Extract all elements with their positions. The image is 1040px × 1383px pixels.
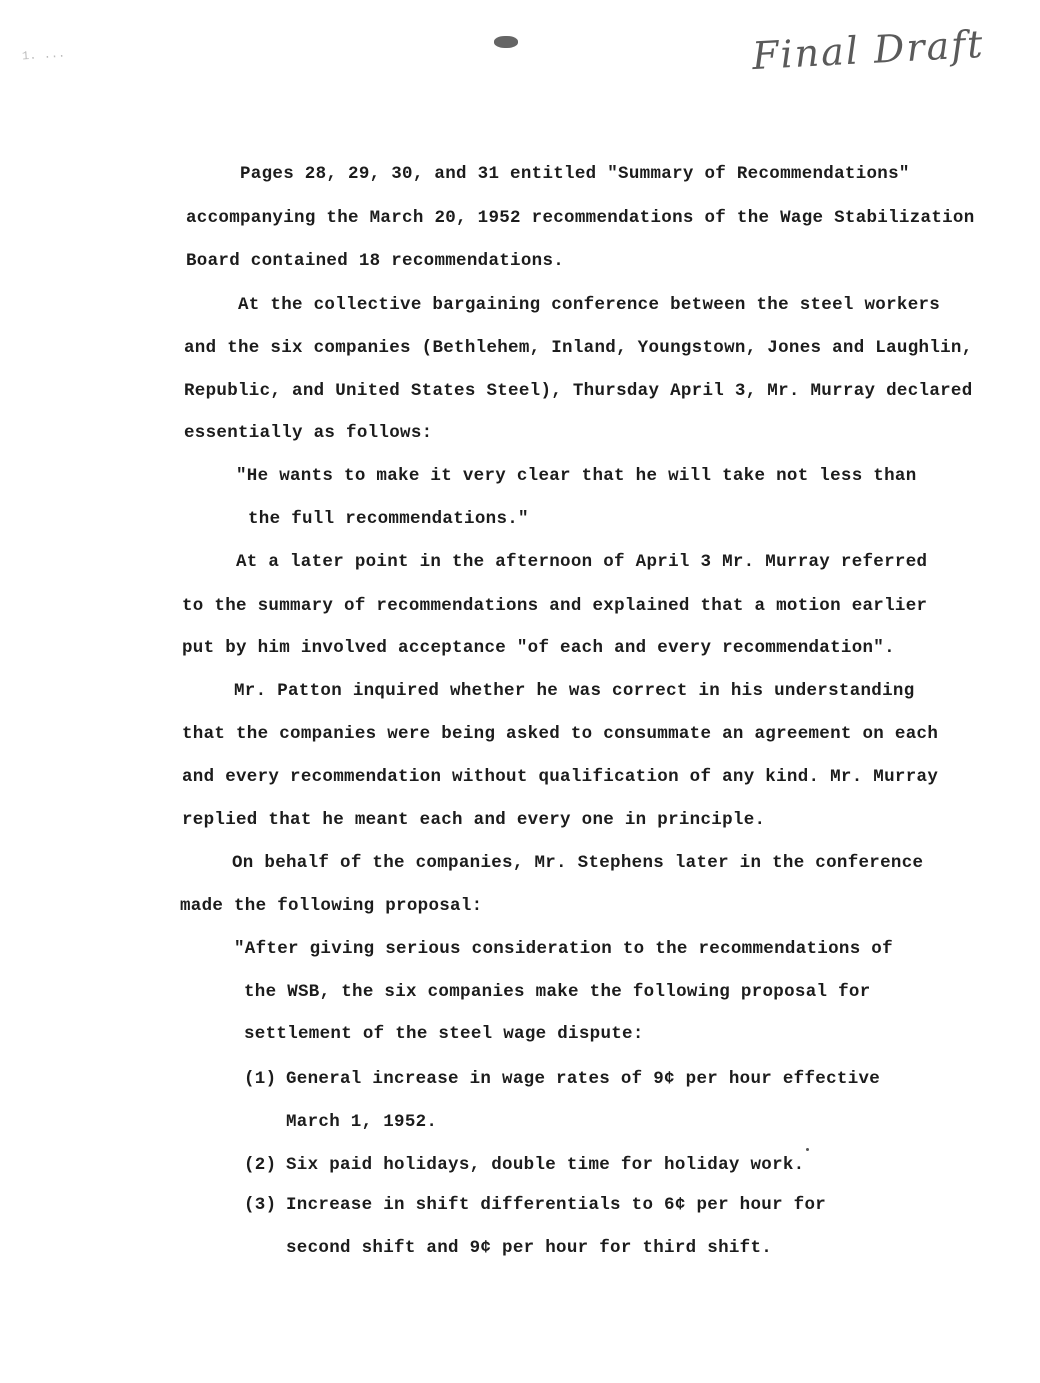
ink-smudge — [494, 36, 518, 48]
proposal-item-1-line-1: General increase in wage rates of 9¢ per hour effective — [286, 1069, 881, 1089]
paragraph-3-line-3: put by him involved acceptance "of each and every recommendation". — [182, 638, 895, 658]
paragraph-3-line-1: At a later point in the afternoon of April 3 Mr. Murray referred — [236, 552, 928, 572]
quote-1-line-2: the full recommendations." — [248, 509, 529, 529]
proposal-item-2-number: (2) — [244, 1155, 277, 1175]
paragraph-3-line-2: to the summary of recommendations and explained that a motion earlier — [182, 596, 928, 616]
proposal-line-3: settlement of the steel wage dispute: — [244, 1024, 644, 1044]
proposal-item-3-number: (3) — [244, 1195, 277, 1215]
proposal-item-3-line-2: second shift and 9¢ per hour for third shift. — [286, 1238, 773, 1258]
corner-mark: 1. ... — [21, 46, 66, 64]
proposal-line-2: the WSB, the six companies make the following proposal for — [244, 982, 871, 1002]
proposal-item-2-line-1: Six paid holidays, double time for holiday work. — [286, 1155, 805, 1175]
proposal-item-1-line-2: March 1, 1952. — [286, 1112, 438, 1132]
paragraph-2-line-2: and the six companies (Bethlehem, Inland, Youngstown, Jones and Laughlin, — [184, 338, 973, 358]
paragraph-4-line-3: and every recommendation without qualification of any kind. Mr. Murray — [182, 767, 939, 787]
stray-dot — [806, 1148, 809, 1151]
paragraph-5-line-1: On behalf of the companies, Mr. Stephens later in the conference — [232, 853, 924, 873]
paragraph-2-line-1: At the collective bargaining conference between the steel workers — [238, 295, 941, 315]
paragraph-5-line-2: made the following proposal: — [180, 896, 483, 916]
paragraph-2-line-3: Republic, and United States Steel), Thursday April 3, Mr. Murray declared — [184, 381, 973, 401]
paragraph-1-line-1: Pages 28, 29, 30, and 31 entitled "Summary of Recommendations" — [240, 164, 910, 184]
paragraph-1-line-2: accompanying the March 20, 1952 recommendations of the Wage Stabilization — [186, 208, 975, 228]
paragraph-4-line-4: replied that he meant each and every one in principle. — [182, 810, 766, 830]
proposal-line-1: "After giving serious consideration to the recommendations of — [234, 939, 893, 959]
paragraph-4-line-1: Mr. Patton inquired whether he was correct in his understanding — [234, 681, 915, 701]
proposal-item-1-number: (1) — [244, 1069, 277, 1089]
proposal-item-3-line-1: Increase in shift differentials to 6¢ per hour for — [286, 1195, 827, 1215]
handwritten-annotation: Final Draft — [751, 21, 986, 79]
paragraph-2-line-4: essentially as follows: — [184, 423, 433, 443]
paragraph-1-line-3: Board contained 18 recommendations. — [186, 251, 565, 271]
quote-1-line-1: "He wants to make it very clear that he will take not less than — [236, 466, 917, 486]
paragraph-4-line-2: that the companies were being asked to consummate an agreement on each — [182, 724, 939, 744]
